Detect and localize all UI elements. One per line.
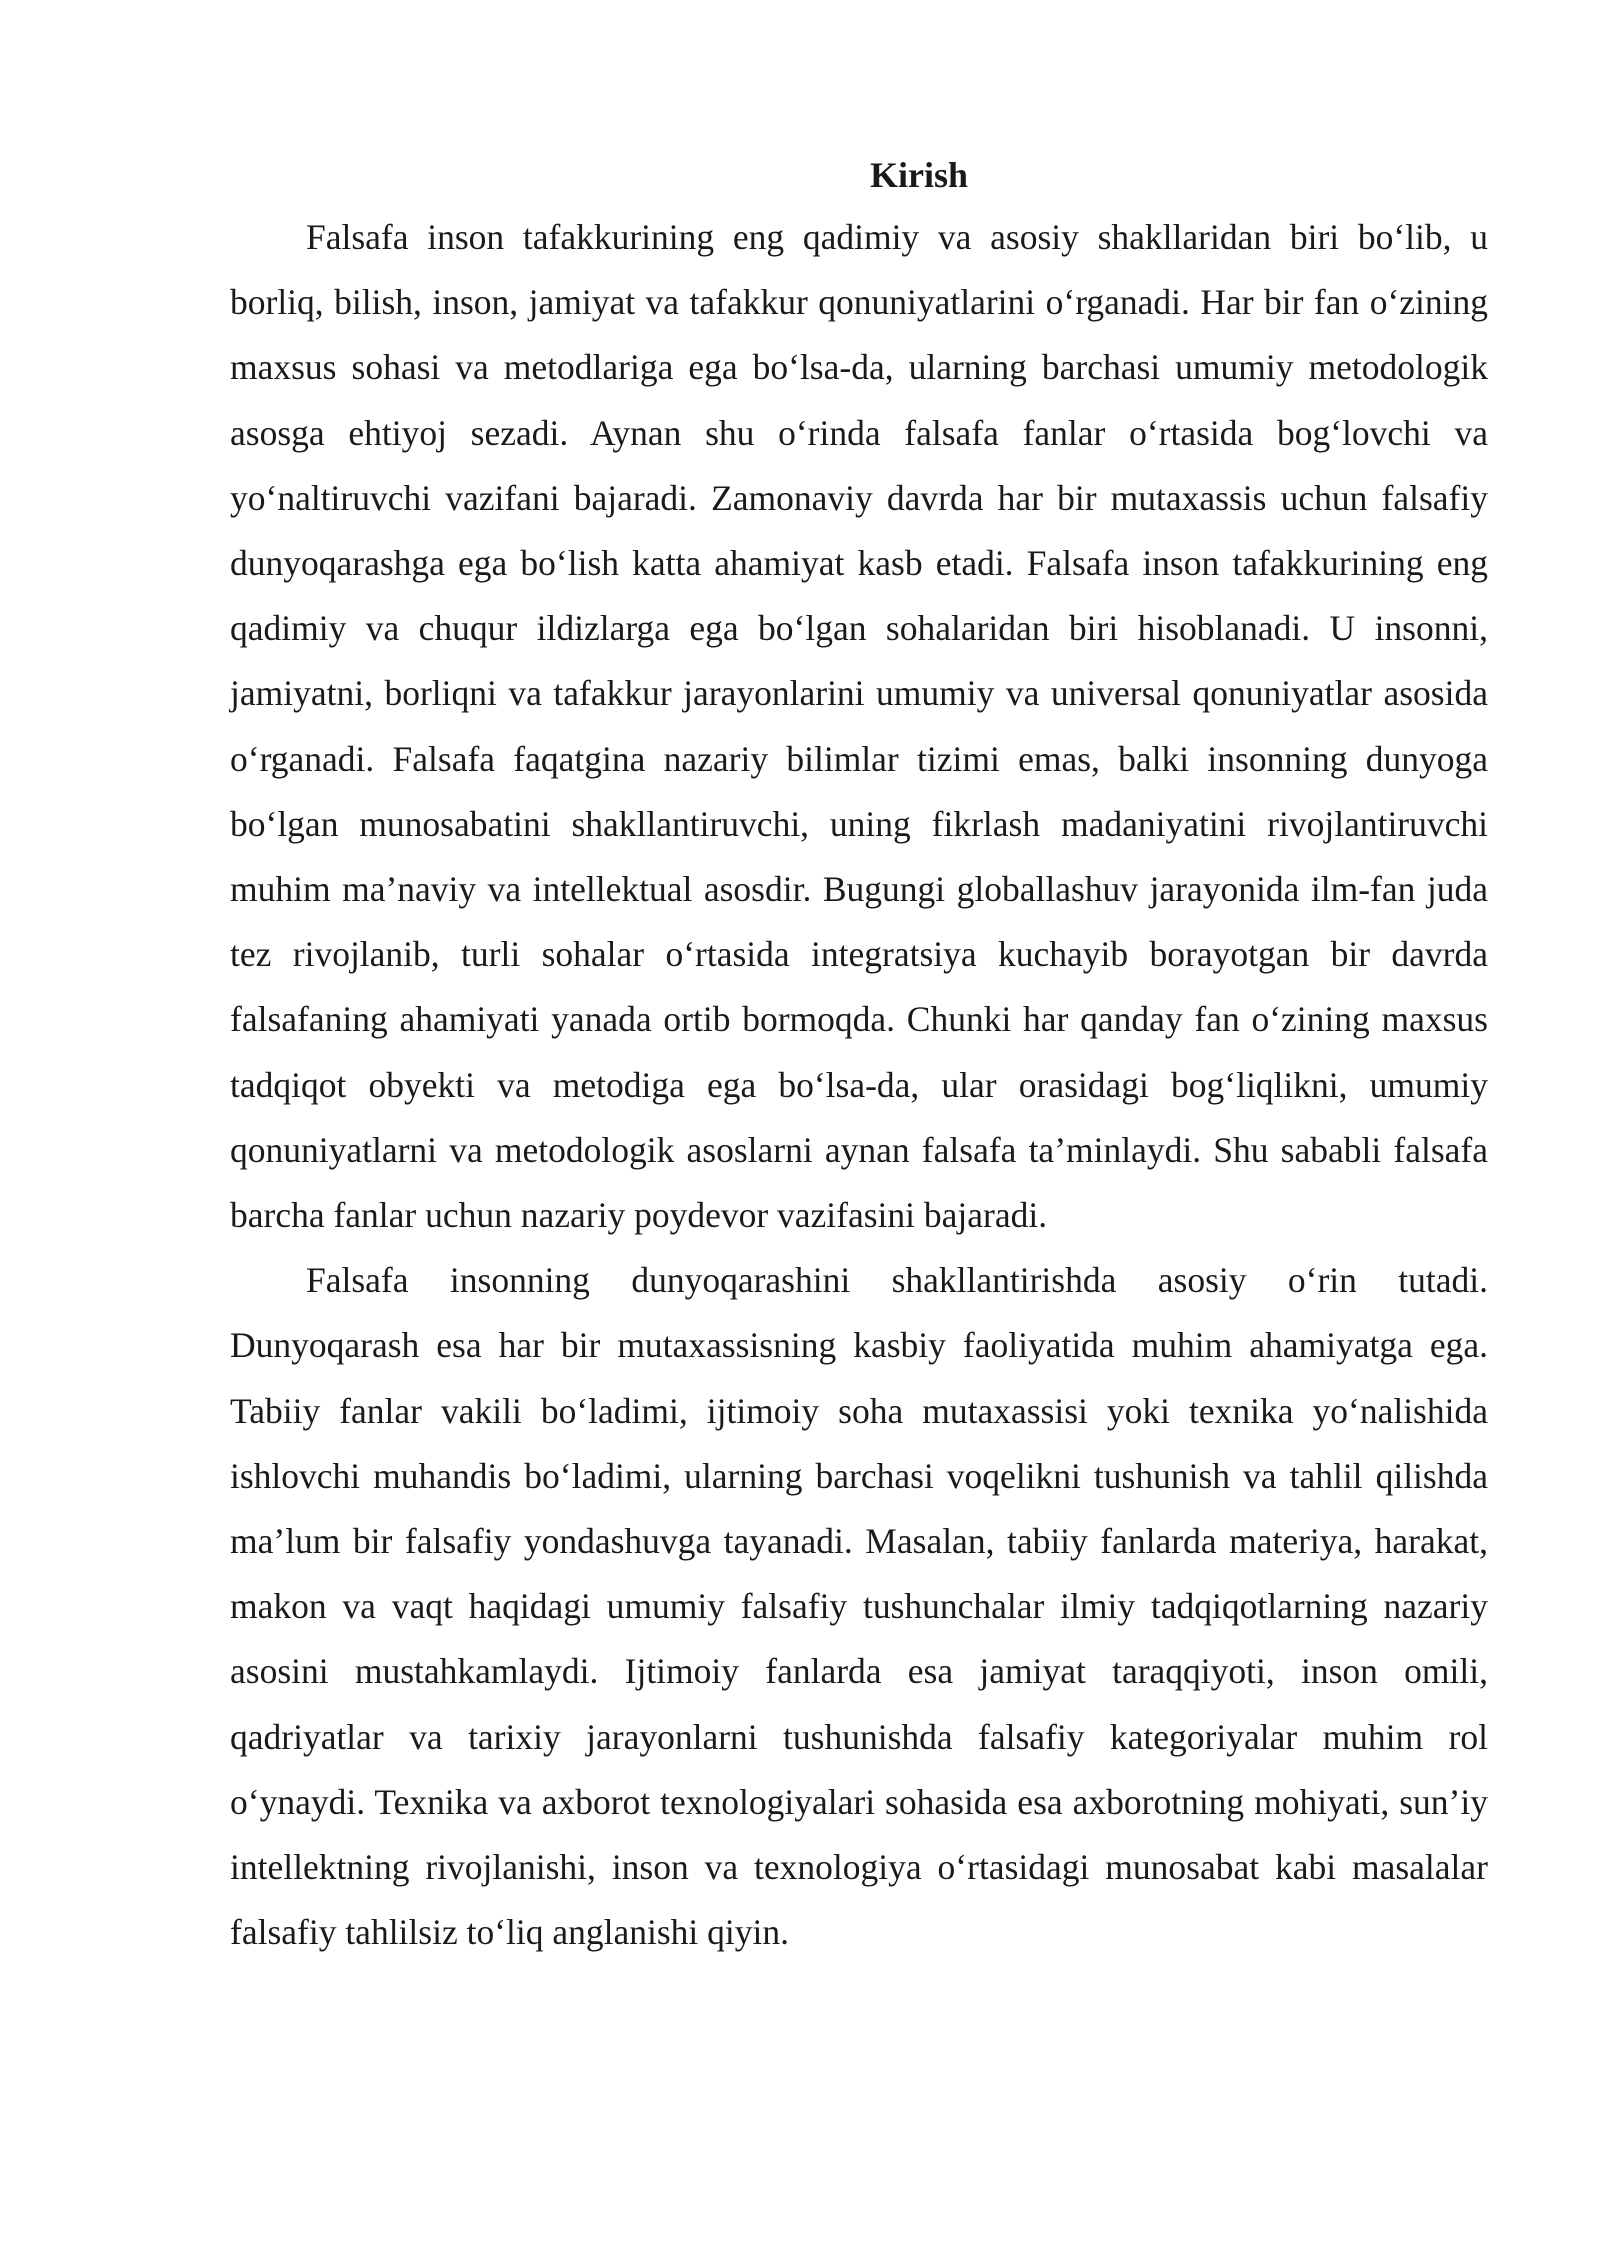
paragraph-2: Falsafa insonning dunyoqarashini shakllantirishda asosiy o‘rin tutadi. Dunyoqarash esa har bir mutaxassisning kasbiy faoliyatida muhim ahamiyatga ega. Tabiiy fanlar vakili bo‘ladimi, ijtimoiy soha mutaxassisi yoki texnika yo‘nalishida ishlovchi muhandis bo‘ladimi, ularning barchasi voqelikni tushunish va tahlil qilishda ma’lum bir falsafiy yondashuvga tayanadi. Masalan, tabiiy fanlarda materiya, harakat, makon va vaqt haqidagi umumiy falsafiy tushunchalar ilmiy tadqiqotlarning nazariy asosini mustahkamlaydi. Ijtimoiy fanlarda esa jamiyat taraqqiyoti, inson omili, qadriyatlar va tarixiy jarayonlarni tushunishda falsafiy kategoriyalar muhim rol o‘ynaydi. Texnika va axborot texnologiyalari sohasida esa axborotning mohiyati, sun’iy intellektning rivojlanishi, inson va texnologiya o‘rtasidagi munosabat kabi masalalar falsafiy tahlilsiz to‘liq anglanishi qiyin.	[230, 1260, 1488, 1953]
paragraph-1: Falsafa inson tafakkurining eng qadimiy va asosiy shakllaridan biri bo‘lib, u borliq, bilish, inson, jamiyat va tafakkur qonuniyatlarini o‘rganadi. Har bir fan o‘zining maxsus sohasi va metodlariga ega bo‘lsa-da, ularning barchasi umumiy metodologik asosga ehtiyoj sezadi. Aynan shu o‘rinda falsafa fanlar o‘rtasida bog‘lovchi va yo‘naltiruvchi vazifani bajaradi. Zamonaviy davrda har bir mutaxassis uchun falsafiy dunyoqarashga ega bo‘lish katta ahamiyat kasb etadi. Falsafa inson tafakkurining eng qadimiy va chuqur ildizlarga ega bo‘lgan sohalaridan biri hisoblanadi. U insonni, jamiyatni, borliqni va tafakkur jarayonlarini umumiy va universal qonuniyatlar asosida o‘rganadi. Falsafa faqatgina nazariy bilimlar tizimi emas, balki insonning dunyoga bo‘lgan munosabatini shakllantiruvchi, uning fikrlash madaniyatini rivojlantiruvchi muhim ma’naviy va intellektual asosdir. Bugungi globallashuv jarayonida ilm-fan juda tez rivojlanib, turli sohalar o‘rtasida integratsiya kuchayib borayotgan bir davrda falsafaning ahamiyati yanada ortib bormoqda. Chunki har qanday fan o‘zining maxsus tadqiqot obyekti va metodiga ega bo‘lsa-da, ular orasidagi bog‘liqlikni, umumiy qonuniyatlarni va metodologik asoslarni aynan falsafa ta’minlaydi. Shu sababli falsafa barcha fanlar uchun nazariy poydevor vazifasini bajaradi.	[230, 217, 1488, 1236]
document-title: Kirish	[869, 155, 968, 195]
document-body	[230, 145, 1488, 1965]
